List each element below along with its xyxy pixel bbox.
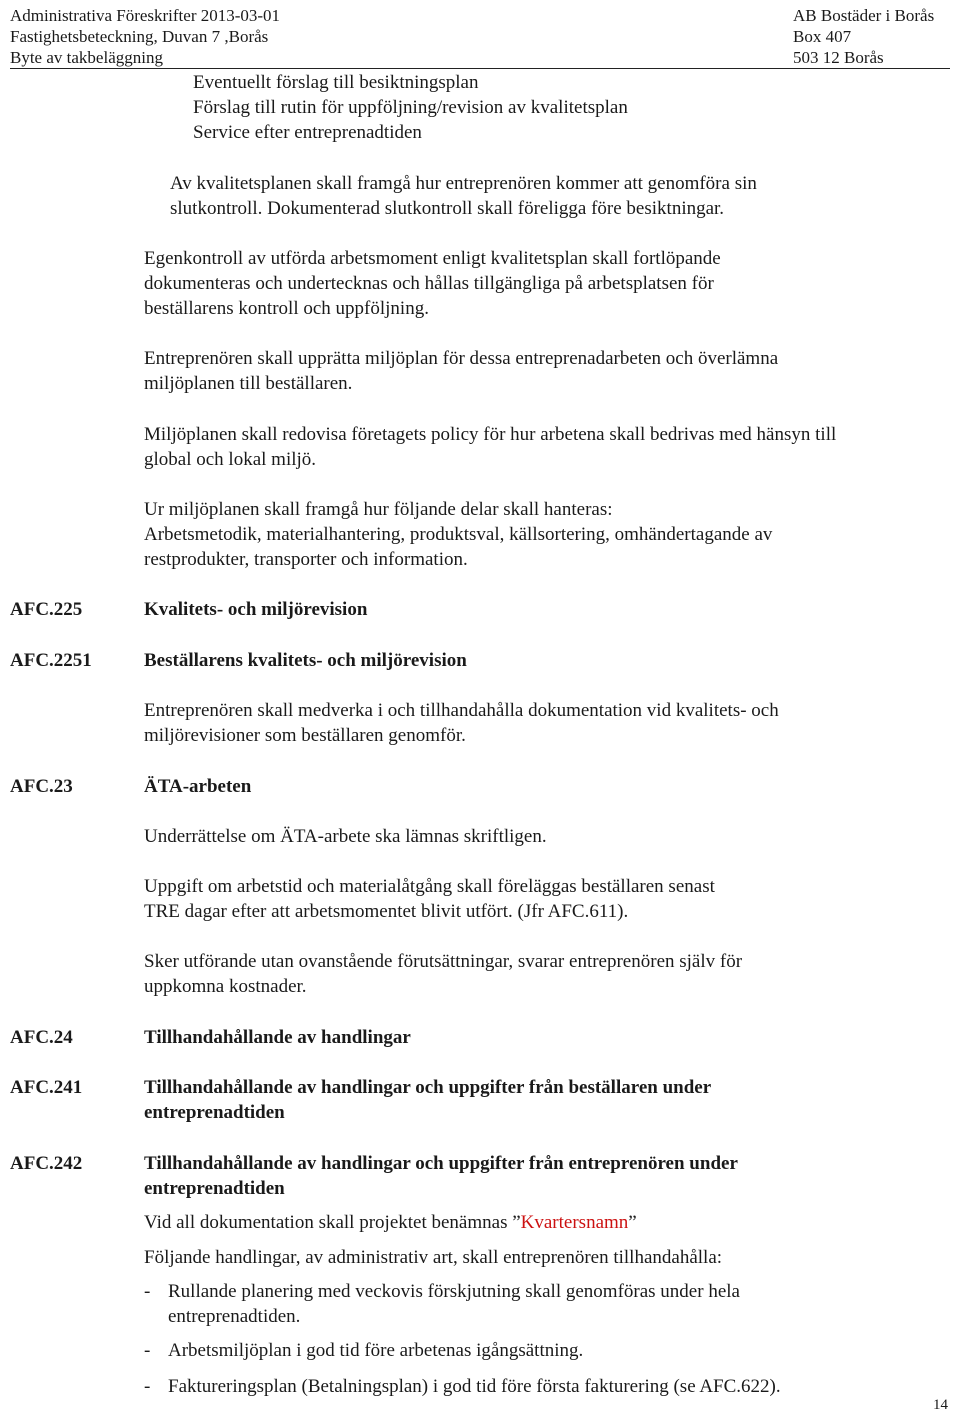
text-line: TRE dagar efter att arbetsmomentet blivit utfört. (Jfr AFC.611).	[144, 901, 629, 922]
header-divider	[10, 68, 950, 69]
text-line: dokumenteras och undertecknas och hållas tillgängliga på arbetsplatsen för	[144, 273, 714, 294]
paragraph-kvalitetsplan	[170, 171, 757, 221]
header-project: Byte av takbeläggning	[10, 48, 163, 67]
text-line: Miljöplanen skall redovisa företagets policy för hur arbetena skall bedrivas med hänsyn till	[144, 424, 837, 445]
bullet-marker: -	[144, 1281, 151, 1302]
text-line: slutkontroll. Dokumenterad slutkontroll skall föreligga före besiktningar.	[170, 198, 725, 219]
text-line: Ur miljöplanen skall framgå hur följande delar skall hanteras:	[144, 499, 613, 520]
paragraph-miljoplan-3	[144, 497, 772, 572]
paragraph-ata-2	[144, 874, 715, 924]
paragraph-ata-3	[144, 949, 742, 999]
header-property: Fastighetsbeteckning, Duvan 7 ,Borås	[10, 27, 269, 46]
intro-item: Förslag till rutin för uppföljning/revision av kvalitetsplan	[193, 97, 628, 118]
section-title-afc225: Kvalitets- och miljörevision	[144, 599, 368, 620]
header-company: AB Bostäder i Borås	[793, 6, 935, 25]
header-left	[10, 5, 280, 68]
list-item	[168, 1338, 583, 1363]
bullet-marker: -	[144, 1340, 151, 1361]
project-name-placeholder: Kvartersnamn	[520, 1212, 629, 1233]
list-item-line: entreprenadtiden.	[168, 1306, 301, 1327]
text-line: Uppgift om arbetstid och materialåtgång skall föreläggas beställaren senast	[144, 876, 715, 897]
section-code-afc241: AFC.241	[10, 1077, 83, 1098]
section-title-afc23: ÄTA-arbeten	[144, 776, 252, 797]
heading-line: Tillhandahållande av handlingar och uppgifter från beställaren under	[144, 1077, 712, 1098]
text-line: uppkomna kostnader.	[144, 976, 307, 997]
list-item-line: Faktureringsplan (Betalningsplan) i god tid före första fakturering (se AFC.622).	[168, 1376, 781, 1397]
text-line: Entreprenören skall medverka i och tillhandahålla dokumentation vid kvalitets- och	[144, 700, 779, 721]
paragraph-miljoplan-2	[144, 422, 836, 472]
text-line: beställarens kontroll och uppföljning.	[144, 298, 429, 319]
text-line: miljörevisioner som beställaren genomför.	[144, 725, 466, 746]
section-title-afc241	[144, 1075, 711, 1125]
heading-line: entreprenadtiden	[144, 1178, 285, 1199]
doc-naming-prefix: Vid all dokumentation skall projektet benämnas ”	[144, 1212, 521, 1233]
bullet-marker: -	[144, 1376, 151, 1397]
text-line: restprodukter, transporter och information.	[144, 549, 468, 570]
text-line: miljöplanen till beställaren.	[144, 373, 353, 394]
heading-line: Tillhandahållande av handlingar och uppgifter från entreprenören under	[144, 1153, 738, 1174]
list-item	[168, 1279, 740, 1329]
text-line: Egenkontroll av utförda arbetsmoment enligt kvalitetsplan skall fortlöpande	[144, 248, 721, 269]
paragraph-doc-naming	[144, 1210, 637, 1235]
paragraph-list-intro: Följande handlingar, av administrativ art, skall entreprenören tillhandahålla:	[144, 1247, 723, 1268]
intro-list	[193, 70, 628, 145]
page-number: 14	[933, 1397, 948, 1413]
header-postal: 503 12 Borås	[793, 48, 884, 67]
text-line: Sker utförande utan ovanstående förutsättningar, svarar entreprenören själv för	[144, 951, 743, 972]
doc-naming-suffix: ”	[628, 1212, 637, 1233]
section-title-afc2251: Beställarens kvalitets- och miljörevision	[144, 650, 467, 671]
text-line: Av kvalitetsplanen skall framgå hur entreprenören kommer att genomföra sin	[170, 173, 757, 194]
paragraph-ata-1: Underrättelse om ÄTA-arbete ska lämnas skriftligen.	[144, 826, 547, 847]
header-doc-title: Administrativa Föreskrifter 2013-03-01	[10, 6, 281, 25]
section-code-afc2251: AFC.2251	[10, 650, 92, 671]
header-right	[793, 5, 934, 68]
header-box: Box 407	[793, 27, 852, 46]
section-code-afc24: AFC.24	[10, 1027, 73, 1048]
intro-item: Service efter entreprenadtiden	[193, 122, 422, 143]
heading-line: entreprenadtiden	[144, 1102, 285, 1123]
section-title-afc24: Tillhandahållande av handlingar	[144, 1027, 411, 1048]
paragraph-egenkontroll	[144, 246, 721, 321]
text-line: global och lokal miljö.	[144, 449, 317, 470]
text-line: Entreprenören skall upprätta miljöplan för dessa entreprenadarbeten och överlämna	[144, 348, 779, 369]
section-title-afc242	[144, 1151, 738, 1201]
list-item-line: Arbetsmiljöplan i god tid före arbetenas igångsättning.	[168, 1340, 584, 1361]
paragraph-miljoplan-1	[144, 346, 778, 396]
text-line: Arbetsmetodik, materialhantering, produktsval, källsortering, omhändertagande av	[144, 524, 773, 545]
section-code-afc225: AFC.225	[10, 599, 83, 620]
list-item	[168, 1374, 781, 1399]
list-item-line: Rullande planering med veckovis förskjutning skall genomföras under hela	[168, 1281, 740, 1302]
section-code-afc242: AFC.242	[10, 1153, 83, 1174]
paragraph-revision	[144, 698, 779, 748]
section-code-afc23: AFC.23	[10, 776, 73, 797]
intro-item: Eventuellt förslag till besiktningsplan	[193, 72, 479, 93]
